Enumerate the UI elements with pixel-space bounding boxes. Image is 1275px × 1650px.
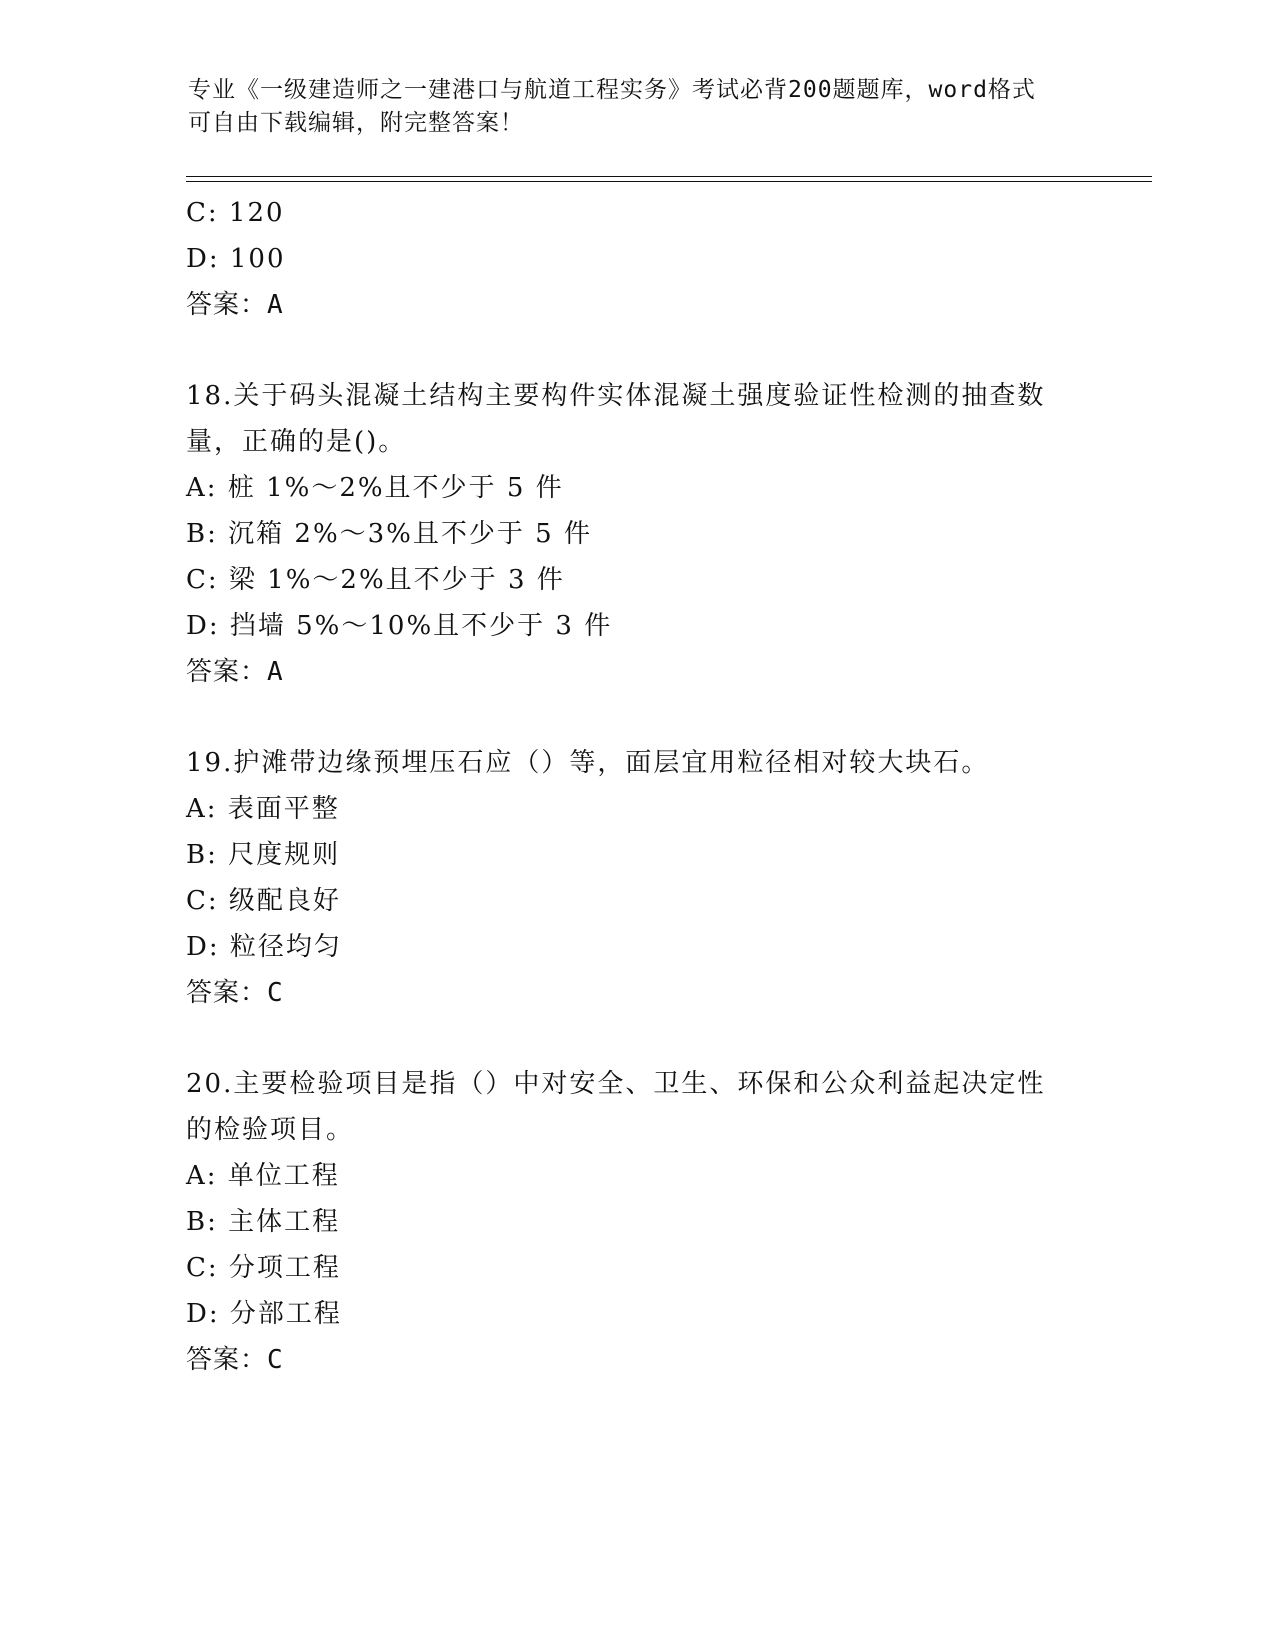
header-divider-top [186, 176, 1152, 177]
option-d: D: 分部工程 [186, 1299, 342, 1329]
option-b: B: 尺度规则 [186, 840, 341, 870]
header-divider-bottom [186, 181, 1152, 182]
question-20 [186, 1061, 1086, 1383]
option-c: C: 分项工程 [186, 1253, 341, 1283]
option-c: C: 梁 1%～2%且不少于 3 件 [186, 565, 565, 595]
header-line-1: 专业《一级建造师之一建港口与航道工程实务》考试必背200题题库，word格式 [188, 77, 1036, 103]
answer-line: 答案：C [186, 1345, 284, 1375]
answer-line: 答案：C [186, 978, 284, 1008]
option-b: B: 主体工程 [186, 1207, 341, 1237]
question-stem: 18.关于码头混凝土结构主要构件实体混凝土强度验证性检测的抽查数 [186, 381, 1046, 411]
answer-line: 答案：A [186, 290, 284, 320]
option-c: C: 120 [186, 198, 285, 228]
spacer [186, 695, 1086, 740]
question-19 [186, 740, 1086, 1016]
option-a: A: 表面平整 [186, 794, 340, 824]
option-d: D: 粒径均匀 [186, 932, 342, 962]
option-b: B: 沉箱 2%～3%且不少于 5 件 [186, 519, 592, 549]
spacer [186, 1016, 1086, 1061]
option-d: D: 100 [186, 244, 286, 274]
answer-line: 答案：A [186, 657, 284, 687]
option-c: C: 级配良好 [186, 886, 341, 916]
question-stem: 19.护滩带边缘预埋压石应（）等，面层宜用粒径相对较大块石。 [186, 748, 990, 778]
header-line-2: 可自由下载编辑，附完整答案！ [188, 110, 524, 136]
question-stem: 20.主要检验项目是指（）中对安全、卫生、环保和公众利益起决定性 [186, 1069, 1046, 1099]
question-18 [186, 373, 1086, 695]
question-content [186, 190, 1086, 1383]
question-stem-continued: 的检验项目。 [186, 1115, 355, 1145]
option-a: A: 单位工程 [186, 1161, 340, 1191]
document-header [188, 74, 1088, 140]
option-a: A: 桩 1%～2%且不少于 5 件 [186, 473, 564, 503]
question-stem-continued: 量，正确的是()。 [186, 427, 407, 457]
previous-question-tail [186, 190, 1086, 328]
spacer [186, 328, 1086, 373]
option-d: D: 挡墙 5%～10%且不少于 3 件 [186, 611, 613, 641]
